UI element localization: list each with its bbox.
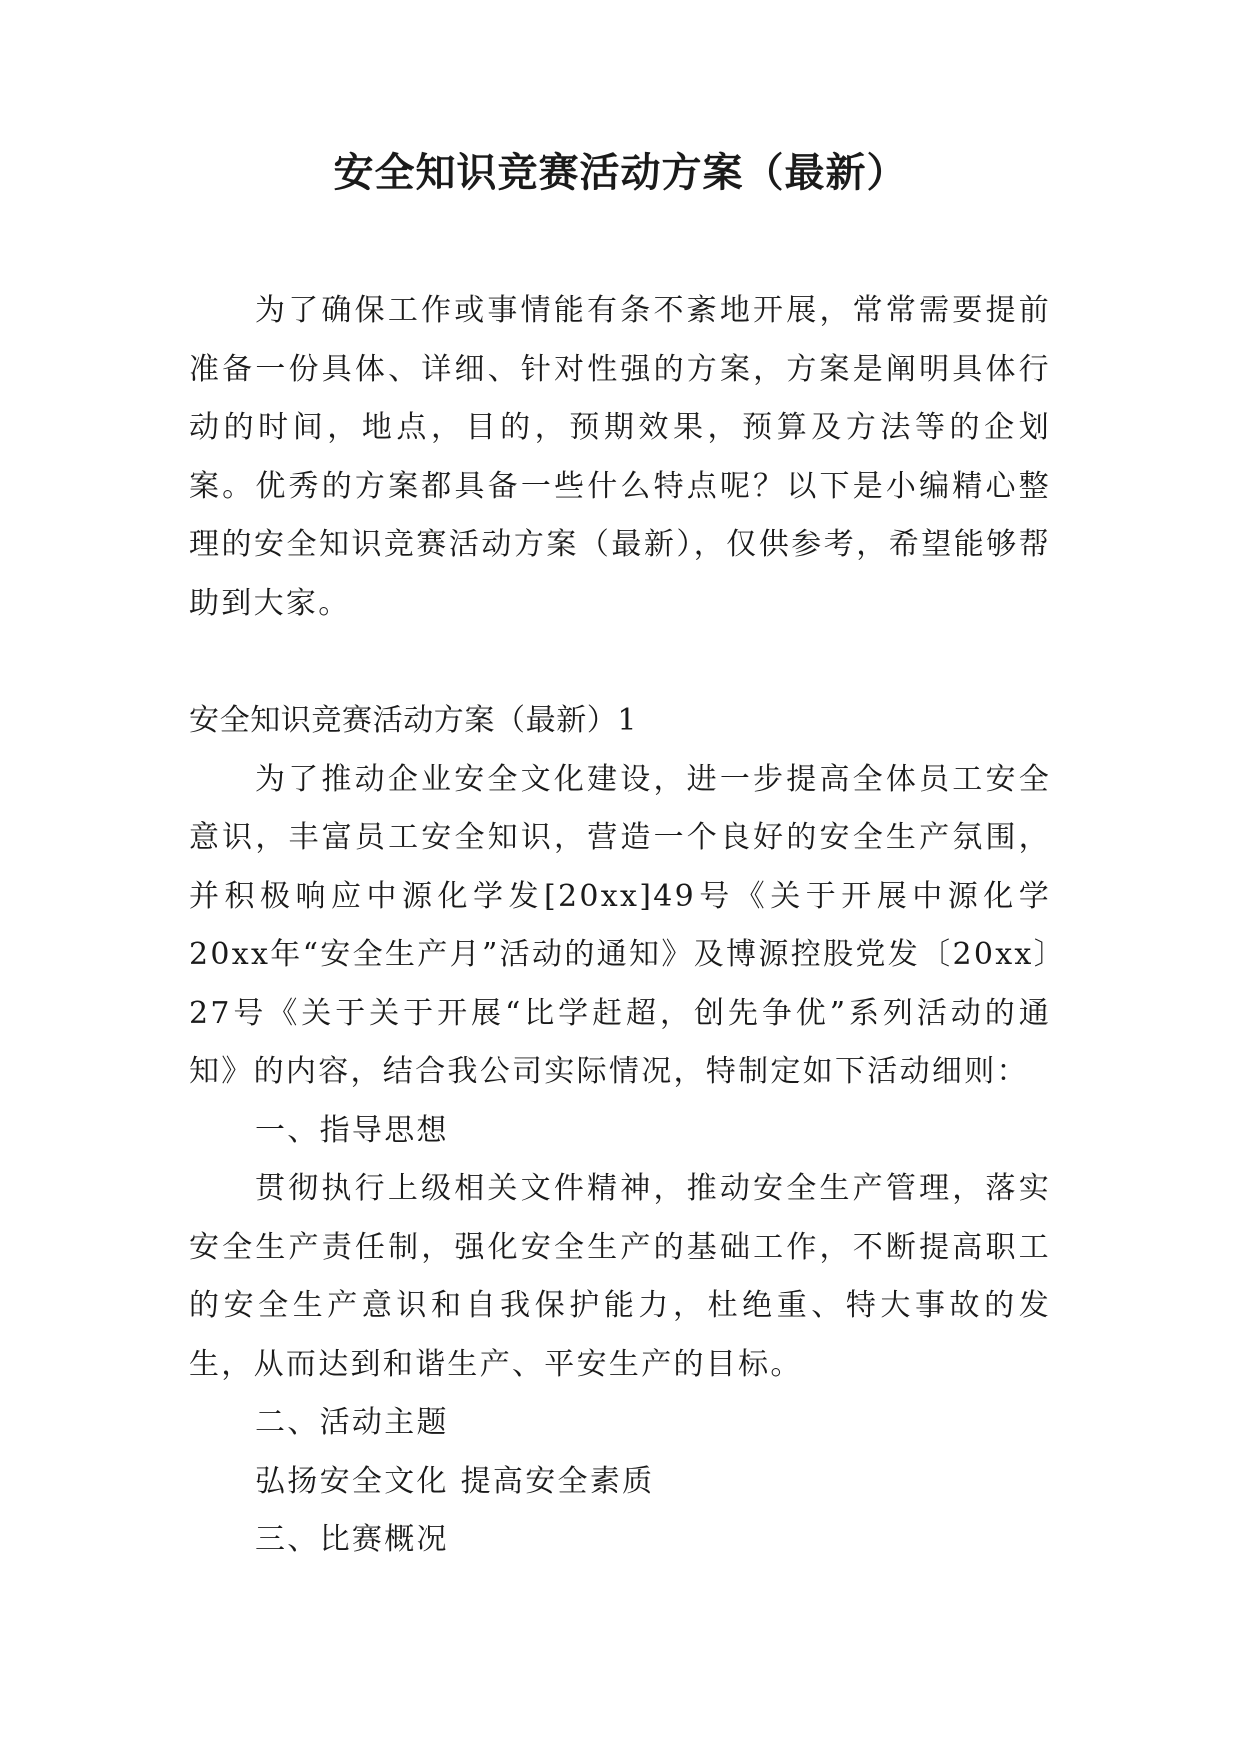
intro-paragraph: 为了确保工作或事情能有条不紊地开展，常常需要提前准备一份具体、详细、针对性强的方案，方案是阐明具体行动的时间，地点，目的，预期效果，预算及方法等的企划案。优秀的方案都具备一些什么特点呢？以下是小编精心整理的安全知识竞赛活动方案（最新），仅供参考，希望能够帮助到大家。 — [189, 293, 1051, 621]
document-title: 安全知识竞赛活动方案（最新） — [333, 150, 908, 196]
paragraph-activity-theme: 弘扬安全文化 提高安全素质 — [255, 1463, 655, 1499]
heading-activity-theme: 二、活动主题 — [255, 1405, 449, 1440]
paragraph-background: 为了推动企业安全文化建设，进一步提高全体员工安全意识，丰富员工安全知识，营造一个良好的安全生产氛围，并积极响应中源化学发[20xx]49号《关于开展中源化学20xx年“安全生产月”活动的通知》及博源控股党发〔20xx〕27号《关于关于开展“比学赶超，创先争优”系列活动的通知》的内容，结合我公司实际情况，特制定如下活动细则： — [189, 761, 1051, 1089]
heading-competition-overview: 三、比赛概况 — [255, 1522, 449, 1557]
section-block — [189, 692, 1051, 1570]
heading-guiding-ideology: 一、指导思想 — [255, 1112, 449, 1148]
section-title: 安全知识竞赛活动方案（最新）1 — [189, 703, 638, 738]
paragraph-guiding-ideology: 贯彻执行上级相关文件精神，推动安全生产管理，落实安全生产责任制，强化安全生产的基础工作，不断提高职工的安全生产意识和自我保护能力，杜绝重、特大事故的发生，从而达到和谐生产、平安生产的目标。 — [189, 1171, 1051, 1382]
intro-block — [189, 282, 1051, 633]
